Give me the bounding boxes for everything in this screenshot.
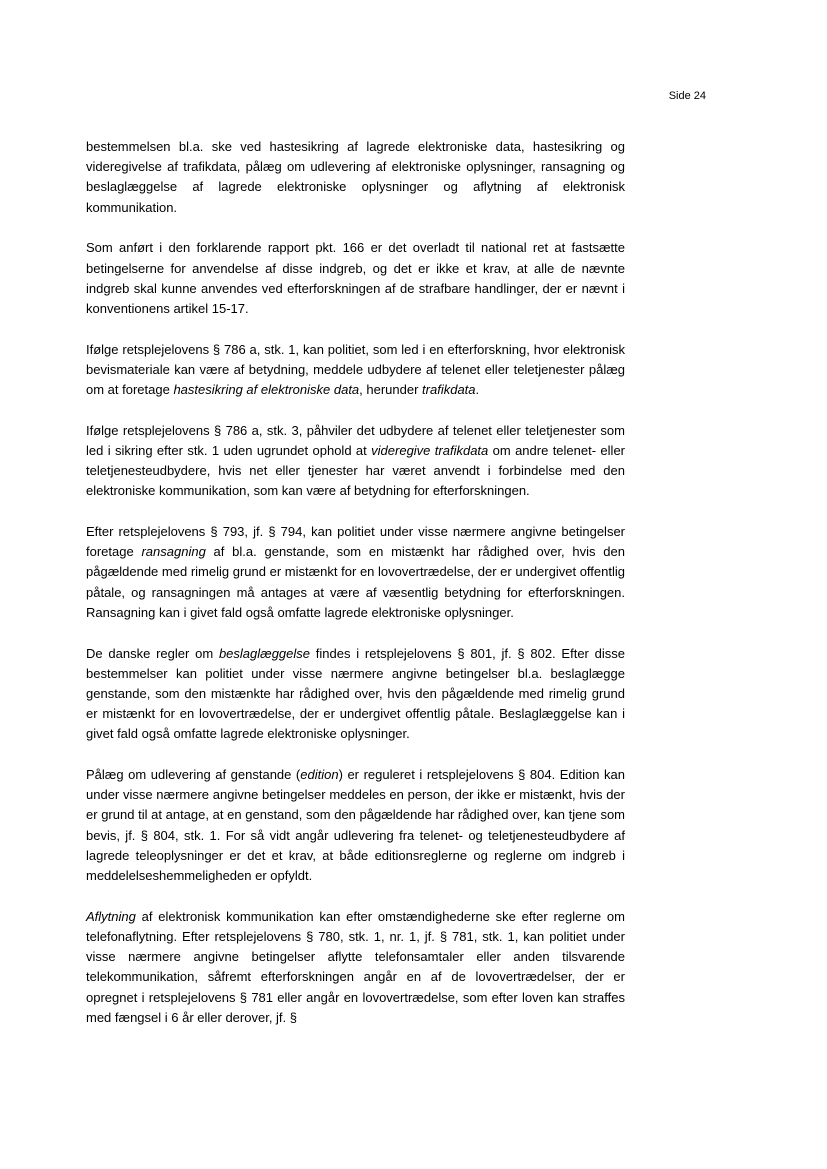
emphasized-text: edition <box>300 767 339 783</box>
paragraph <box>86 137 625 218</box>
paragraph <box>86 644 625 745</box>
page-number: Side 24 <box>668 90 706 102</box>
text-run: om andre telenet- eller teletjenesteudbydere, hvis net eller tjenester har været anvendt i forbindelse med den elektroniske kommunikation, som kan være af betydning for efterforskningen. <box>86 442 626 499</box>
text-run: . <box>475 382 480 398</box>
paragraph <box>86 907 625 1028</box>
text-run: af elektronisk kommunikation kan efter omstændighederne ske efter reglerne om telefonaflytning. Efter retsplejelovens § 780, stk. 1, nr. 1, jf. § 781, stk. 1, kan politiet under visse nærmere angivne betingelser aflytte telefonsamtaler eller anden tilsvarende telekommunikation, såfremt efterforskningen angår en af de lovovertrædelser, der er opregnet i retsplejelovens § 781 eller angår en lovovertrædelse, som efter loven kan straffes med fængsel i 6 år eller derover, jf. § <box>86 908 625 1025</box>
emphasized-text: Aflytning <box>86 908 136 924</box>
emphasized-text: videregive trafikdata <box>371 442 489 458</box>
text-run: Efter retsplejelovens § 793, jf. § 794, kan politiet under visse nærmere angivne betingelser foretage <box>86 524 625 560</box>
emphasized-text: hastesikring af elektroniske data <box>173 382 360 398</box>
paragraph <box>86 238 625 319</box>
text-run: ) er reguleret i retsplejelovens § 804. Edition kan under visse nærmere angivne betingelser meddeles en person, der ikke er mistænkt, hvis der er grund til at antage, at en genstand, som den pågældende har rådighed over, kan tjene som bevis, jf. § 804, stk. 1. For så vidt angår udlevering fra telenet- og teletjenesteudbydere af lagrede teleoplysninger er det et krav, at både editionsreglerne og reglerne om indgreb i meddelelseshemmeligheden er opfyldt. <box>86 767 626 884</box>
text-run: Pålæg om udlevering af genstande ( <box>86 767 301 783</box>
text-run: Ifølge retsplejelovens § 786 a, stk. 3, påhviler det udbydere af telenet eller teletjenester som led i sikring efter stk. 1 uden ugrundet ophold at <box>86 422 625 458</box>
emphasized-text: ransagning <box>141 544 206 560</box>
paragraph <box>86 421 625 502</box>
text-run: findes i retsplejelovens § 801, jf. § 802. Efter disse bestemmelser kan politiet under visse nærmere angivne betingelser bl.a. beslaglægge genstande, som den mistænkte har rådighed over, hvis den pågældende med rimelig grund er mistænkt for en lovovertrædelse, der er undergivet offentlig påtale. Beslaglæggelse kan i givet fald også omfatte lagrede elektroniske oplysninger. <box>86 645 626 742</box>
paragraph <box>86 765 625 886</box>
emphasized-text: trafikdata <box>422 382 476 398</box>
text-run: af bl.a. genstande, som en mistænkt har rådighed over, hvis den pågældende med rimelig grund er mistænkt for en lovovertrædelse, der er undergivet offentlig påtale, og ransagningen må antages at være af væsentlig betydning for efterforskningen. Ransagning kan i givet fald også omfatte lagrede elektroniske oplysninger. <box>86 544 625 620</box>
text-run: bestemmelsen bl.a. ske ved hastesikring af lagrede elektroniske data, hastesikring og videregivelse af trafikdata, pålæg om udlevering af elektroniske oplysninger, ransagning og beslaglæggelse af lagrede elektroniske oplysninger og aflytning af elektronisk kommunikation. <box>86 139 625 215</box>
document-body <box>86 137 625 1028</box>
text-run: Ifølge retsplejelovens § 786 a, stk. 1, kan politiet, som led i en efterforskning, hvor elektronisk bevismateriale kan være af betydning, meddele udbydere af telenet eller teletjenester pålæg om at foretage <box>86 341 625 398</box>
text-run: Som anført i den forklarende rapport pkt. 166 er det overladt til national ret at fastsætte betingelserne for anvendelse af disse indgreb, og det er ikke et krav, at alle de nævnte indgreb skal kunne anvendes ved efterforskningen af de strafbare handlinger, der er nævnt i konventionens artikel 15-17. <box>86 240 625 316</box>
emphasized-text: beslaglæggelse <box>218 645 311 661</box>
paragraph <box>86 340 625 401</box>
paragraph <box>86 522 625 623</box>
text-run: , herunder <box>359 382 423 398</box>
text-run: De danske regler om <box>86 645 219 661</box>
